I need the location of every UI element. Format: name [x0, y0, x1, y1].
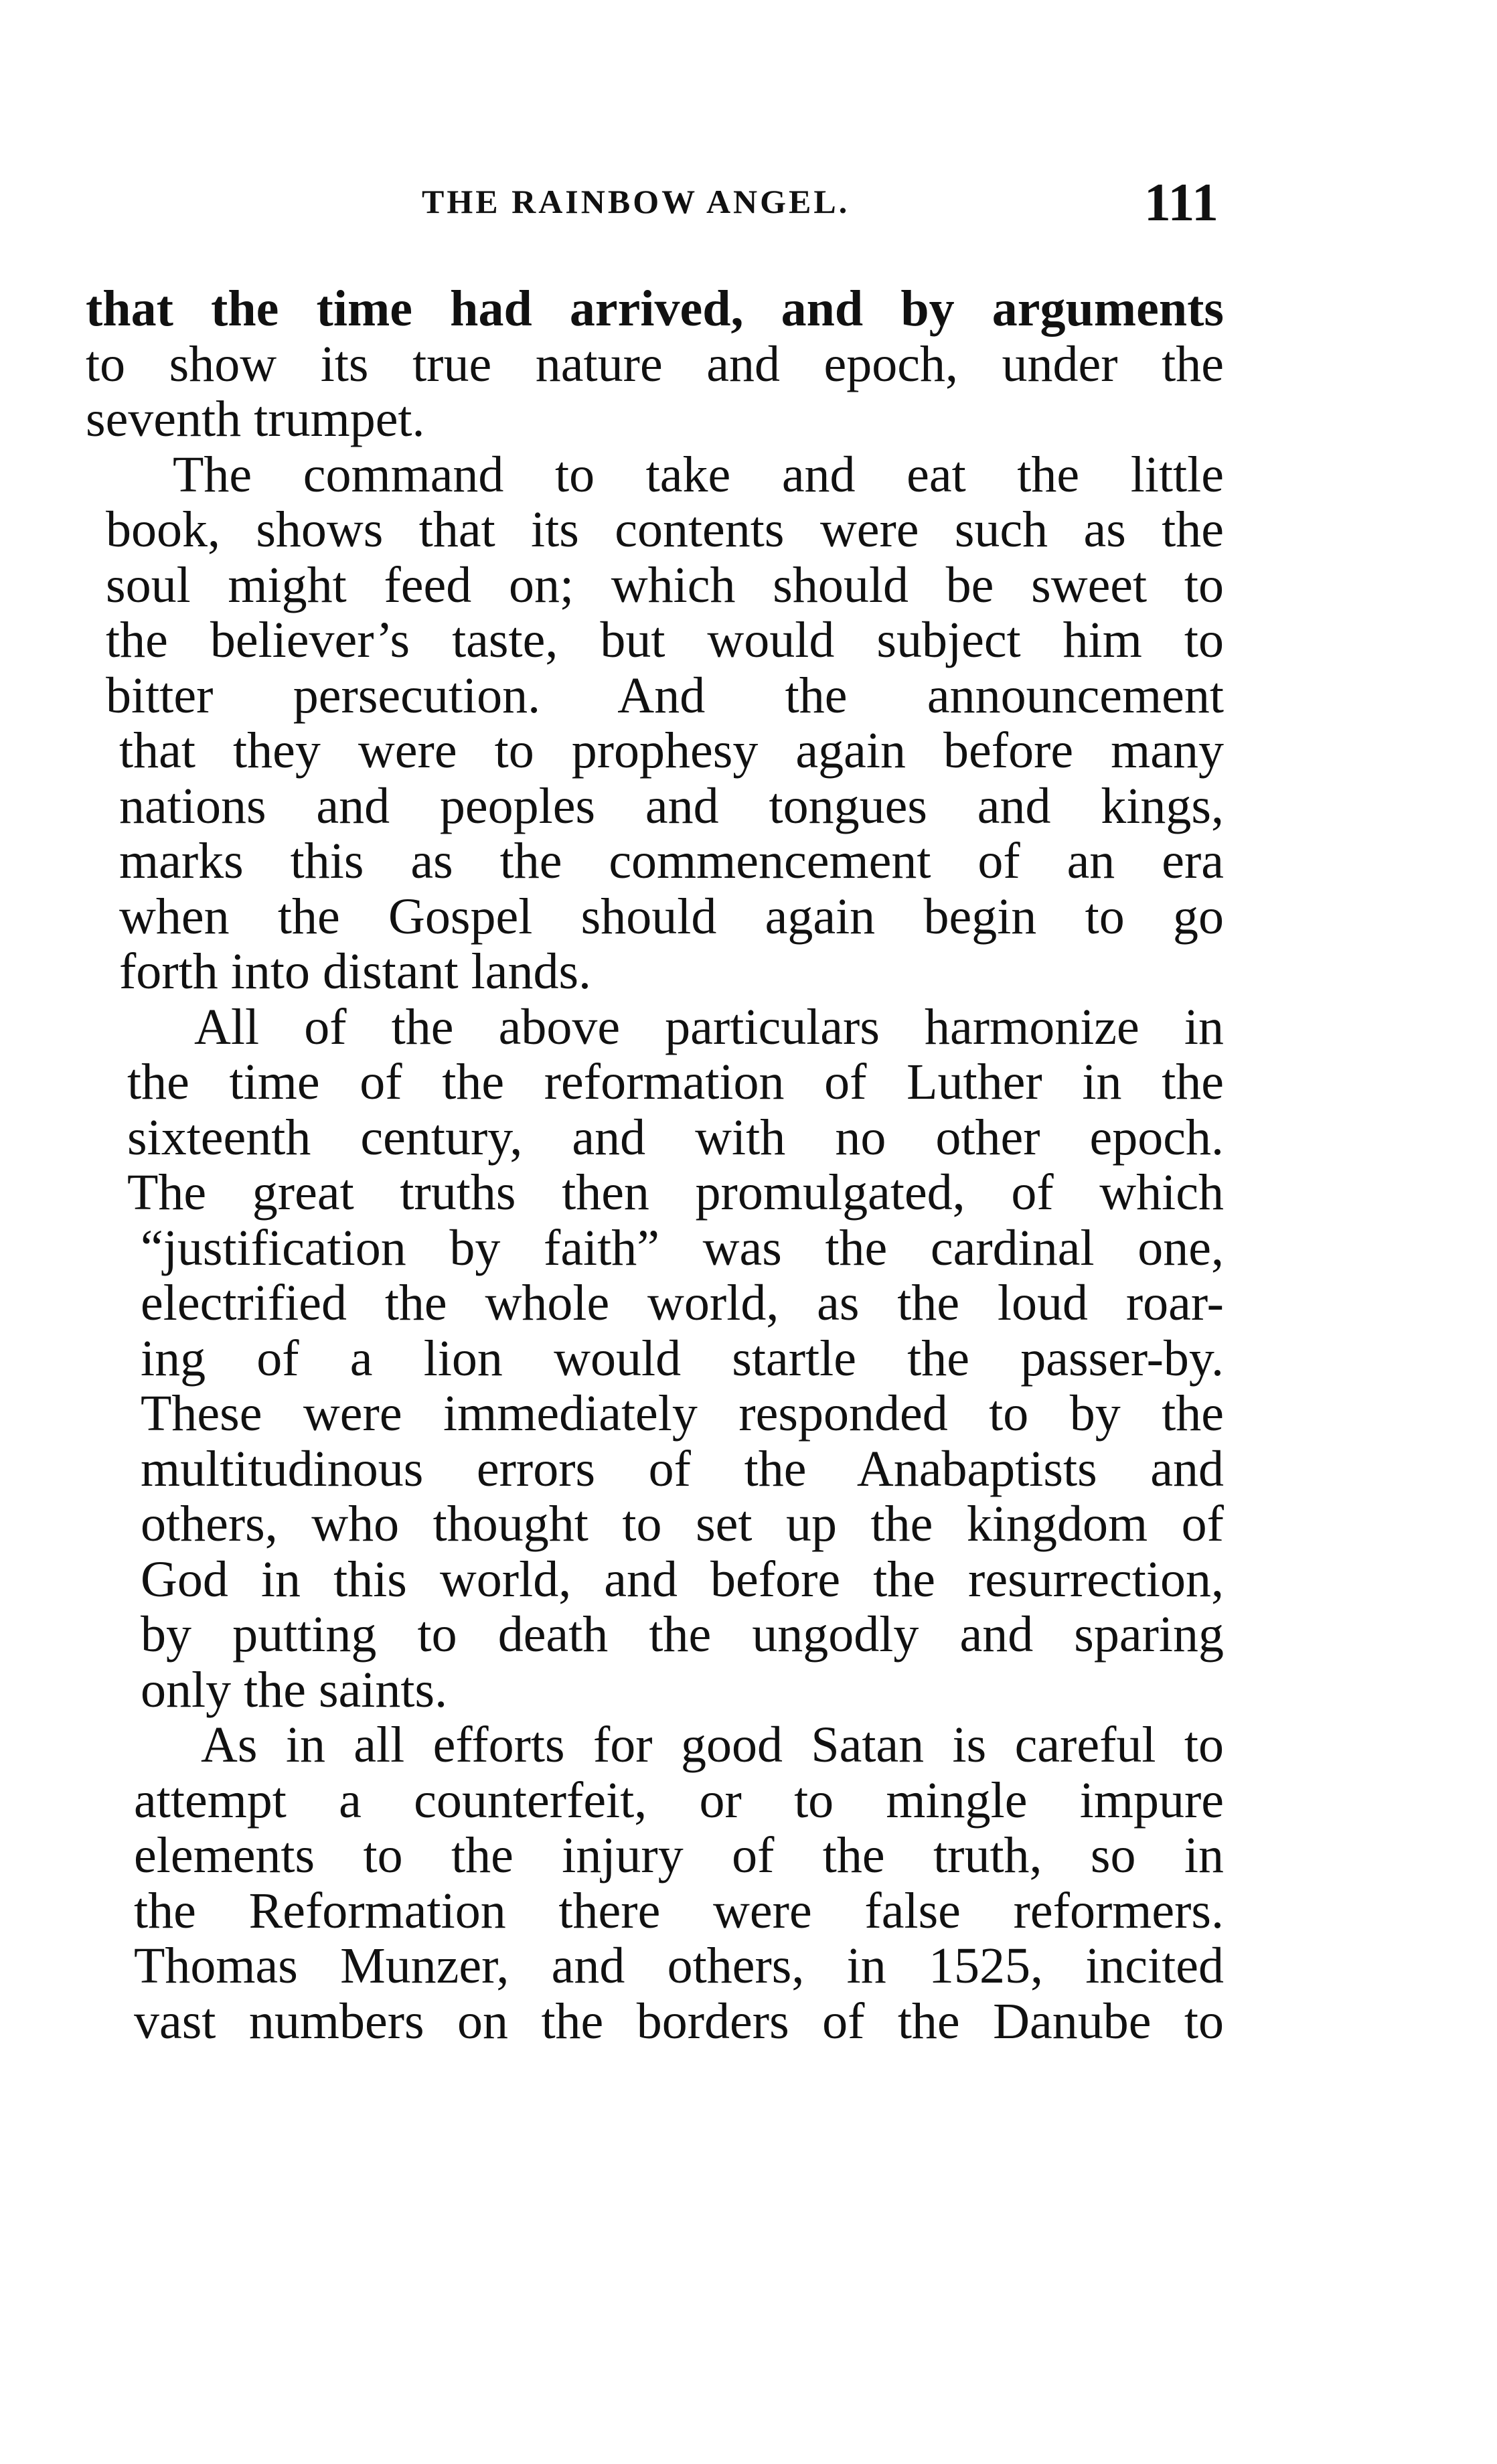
text-line: nations and peoples and tongues and kings,	[119, 777, 1224, 834]
text-line: The great truths then promulgated, of which	[127, 1164, 1224, 1221]
text-line: The command to take and eat the little	[173, 446, 1224, 503]
text-line: vast numbers on the borders of the Danube to	[134, 1993, 1224, 2050]
text-line: attempt a counterfeit, or to mingle impure	[134, 1772, 1224, 1829]
text-line: by putting to death the ungodly and sparing	[141, 1606, 1224, 1663]
text-line: As in all efforts for good Satan is careful to	[201, 1717, 1224, 1773]
text-line: soul might feed on; which should be sweet to	[106, 556, 1224, 613]
text-line: the time of the reformation of Luther in the	[127, 1054, 1224, 1110]
text-line: that the time had arrived, and by arguments	[86, 281, 1224, 337]
text-line: to show its true nature and epoch, under the	[86, 335, 1224, 392]
body-text	[86, 281, 1224, 2049]
text-line: Thomas Munzer, and others, in 1525, incited	[134, 1938, 1224, 1994]
page-header	[422, 173, 1218, 233]
text-line: “justification by faith” was the cardinal one,	[141, 1219, 1224, 1276]
text-line: book, shows that its contents were such as the	[106, 502, 1224, 558]
text-line: God in this world, and before the resurrection,	[141, 1551, 1224, 1608]
text-line: multitudinous errors of the Anabaptists and	[141, 1440, 1224, 1497]
running-title: THE RAINBOW ANGEL.	[422, 183, 850, 220]
text-line: These were immediately responded to by the	[141, 1385, 1224, 1442]
text-line: ing of a lion would startle the passer-by.	[141, 1330, 1224, 1387]
text-line: when the Gospel should again begin to go	[119, 888, 1224, 945]
text-line: marks this as the commencement of an era	[119, 833, 1224, 889]
text-line: electrified the whole world, as the loud roar-	[141, 1275, 1224, 1331]
text-line: sixteenth century, and with no other epoch.	[127, 1109, 1224, 1166]
text-line: bitter persecution. And the announcement	[106, 667, 1224, 724]
text-line: the Reformation there were false reformers.	[134, 1882, 1224, 1939]
page-number: 111	[1144, 173, 1218, 232]
text-line: others, who thought to set up the kingdom of	[141, 1496, 1224, 1552]
text-line: seventh trumpet.	[86, 391, 425, 447]
text-line: All of the above particulars harmonize in	[194, 998, 1224, 1055]
text-line: elements to the injury of the truth, so in	[134, 1827, 1224, 1883]
text-line: forth into distant lands.	[119, 943, 592, 1000]
text-line: only the saints.	[141, 1661, 448, 1718]
text-line: the believer’s taste, but would subject him to	[106, 612, 1224, 668]
text-line: that they were to prophesy again before many	[119, 722, 1224, 779]
